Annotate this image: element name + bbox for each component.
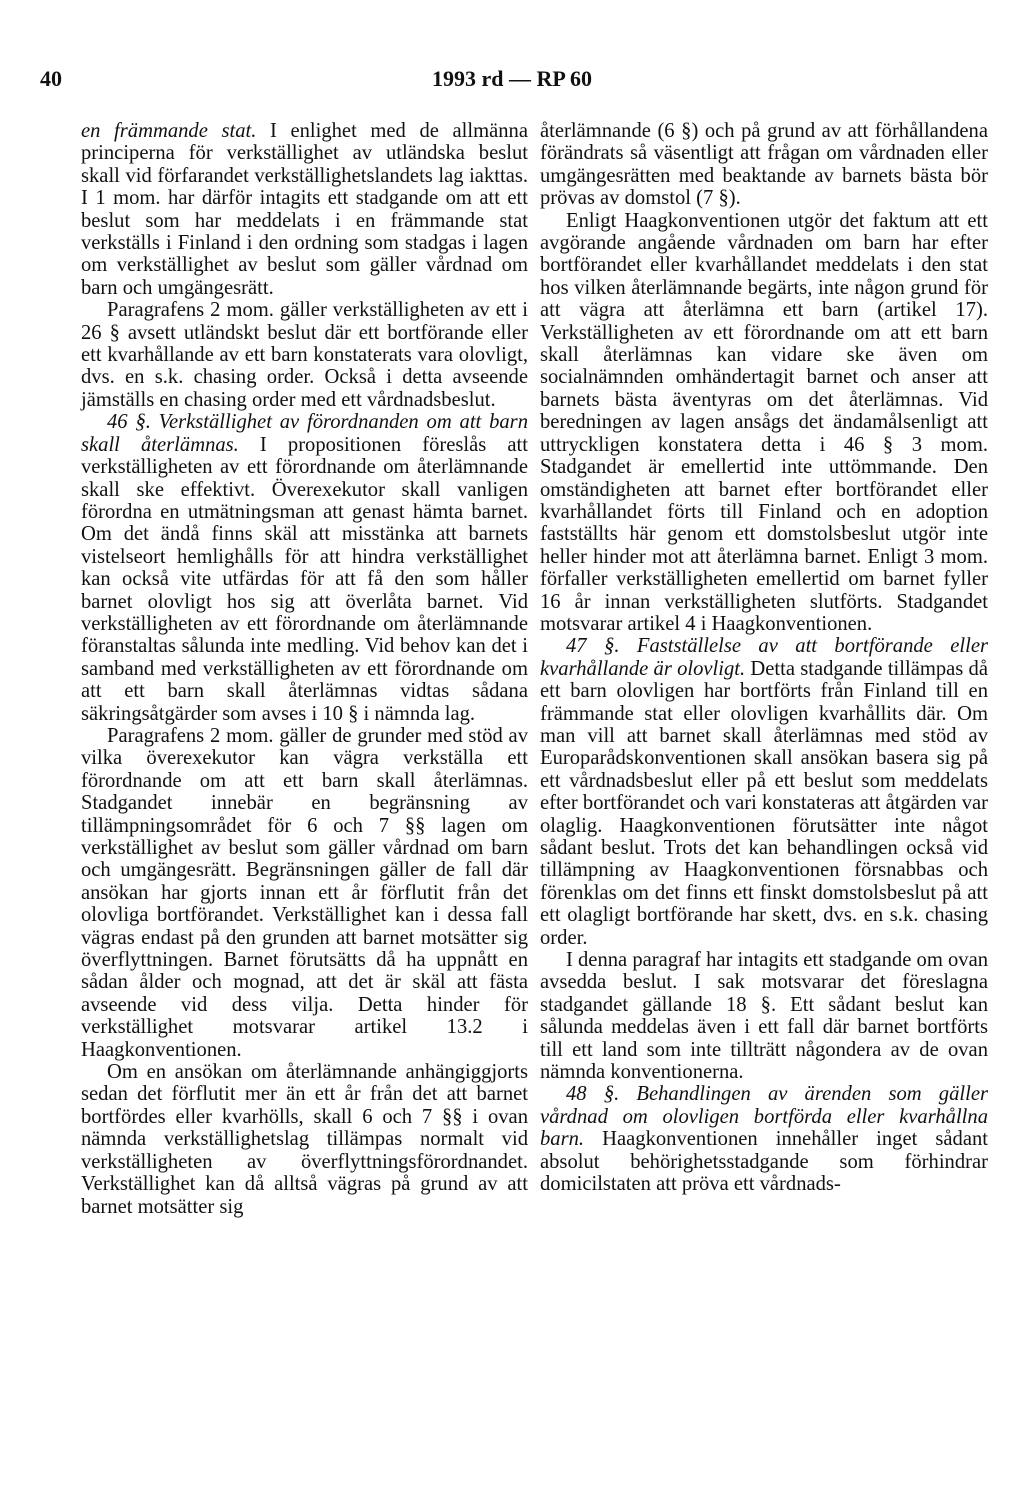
paragraph: Paragrafens 2 mom. gäller verkställigheten av ett i 26 § avsett utländskt beslut där ett bortförande eller ett kvarhållande av ett barn konstaterats vara olovligt, dvs. en s.k. chasing order. Också i detta avseende jämställs en chasing order med ett vårdnadsbeslut. bbox=[81, 299, 528, 411]
paragraph-text: Haagkonventionen innehåller inget sådant absolut behörighetsstadgande som förhindrar domicilstaten att pröva ett vårdnads- bbox=[540, 1128, 988, 1196]
left-column bbox=[81, 120, 528, 1218]
paragraph-text: I propositionen föreslås att verkställigheten av ett förordnande om återlämnande skall ske effektivt. Överexekutor skall vanligen förordna en utmätningsman att genast hämta barnet. Om det ändå finns skäl att misstänka att barnets vistelseort hemlighålls för att hindra verkställighet kan också vite utfärdas för att få den som håller barnet olovligt hos sig att överlåta barnet. Vid verkställigheten av ett förordnande om återlämnande föranstaltas sålunda inte medling. Vid behov kan det i samband med verkställigheten av ett förordnande om att ett barn skall återlämnas vidtas sådana säkringsåtgärder som avses i 10 § i nämnda lag. bbox=[81, 433, 528, 725]
section-heading-48: 48 §. Behandlingen av ärenden som gäller vårdnad om olovligen bortförda eller kvarhållna barn. bbox=[540, 1083, 988, 1151]
section-heading-47: 47 §. Fastställelse av att bortförande eller kvarhållande är olovligt. bbox=[540, 635, 988, 680]
paragraph-text: Detta stadgande tillämpas då ett barn olovligen har bortförts från Finland till en främmande stat eller olovligen kvarhållits där. Om man vill att barnet skall återlämnas med stöd av Europarådskonventionen skall ansökan basera sig på ett vårdnadsbeslut eller på ett beslut som meddelats efter bortförandet och vari konstateras att åtgärden var olaglig. Haagkonventionen förutsätter inte något sådant beslut. Trots det kan behandlingen också vid tillämpning av Haagkonventionen försnabbas och förenklas om det finns ett finskt domstolsbeslut på att ett olagligt bortförande har skett, dvs. en s.k. chasing order. bbox=[540, 657, 988, 949]
page-number: 40 bbox=[40, 66, 62, 91]
section-heading-46: 46 §. Verkställighet av förordnanden om att barn skall återlämnas. bbox=[81, 411, 528, 456]
paragraph-text: I enlighet med de allmänna principerna för verkställighet av utländska beslut skall vid förfarandet verkställighetslandets lag iakttas. I 1 mom. har därför intagits ett stadgande om att ett beslut som har meddelats i en främmande stat verkställs i Finland i den ordning som stadgas i lagen om verkställighet av beslut som gäller vårdnad om barn och umgängesrätt. bbox=[81, 120, 528, 299]
paragraph: Enligt Haagkonventionen utgör det faktum att ett avgörande angående vårdnaden om barn har efter bortförandet eller kvarhållandet meddelats i den stat hos vilken återlämnande begärts, inte någon grund för att vägra att återlämna ett barn (artikel 17). Verkställigheten av ett förordnande om att ett barn skall återlämnas kan vidare ske även om socialnämnden omhändertagit barnet och anser att barnets bästa äventyras om det återlämnas. Vid beredningen av lagen ansågs det ändamålsenligt att uttryckligen konstatera detta i 46 § 3 mom. Stadgandet är emellertid inte uttömmande. Den omständigheten att barnet efter bortförandet eller kvarhållandet förts till Finland och en adoption fastställts här genom ett domstolsbeslut utgör inte heller hinder mot att återlämna barnet. Enligt 3 mom. förfaller verkställigheten emellertid om barnet fyller 16 år innan verkställigheten slutförts. Stadgandet motsvarar artikel 4 i Haagkonventionen. bbox=[540, 209, 988, 635]
right-column bbox=[540, 120, 988, 1196]
section-paragraph-47 bbox=[540, 635, 988, 949]
paragraph: I denna paragraf har intagits ett stadgande om ovan avsedda beslut. I sak motsvarar det föreslagna stadgandet gällande 18 §. Ett sådant beslut kan sålunda meddelas även i ett fall där barnet bortförts till ett land som inte tillträtt någondera av de ovan nämnda konventionerna. bbox=[540, 949, 989, 1084]
paragraph: Om en ansökan om återlämnande anhängiggjorts sedan det förflutit mer än ett år från det att barnet bortfördes eller kvarhölls, skall 6 och 7 §§ i ovan nämnda verkställighetslag tillämpas normalt vid verkställigheten av överflyttningsförordnandet. Verkställighet kan då alltså vägras på grund av att barnet motsätter sig bbox=[81, 1061, 528, 1218]
paragraph: återlämnande (6 §) och på grund av att förhållandena förändrats så väsentligt att frågan om vårdnaden eller umgängesrätten med beaktande av barnets bästa bör prövas av domstol (7 §). bbox=[540, 120, 988, 210]
italic-lead: en främmande stat. bbox=[81, 120, 257, 142]
paragraph: Paragrafens 2 mom. gäller de grunder med stöd av vilka överexekutor kan vägra verkställa ett förordnande om att ett barn skall återlämnas. Stadgandet innebär en begränsning av tillämpningsområdet för 6 och 7 §§ lagen om verkställighet av beslut som gäller vårdnad om barn och umgängesrätt. Begränsningen gäller de fall där ansökan har gjorts innan ett år förflutit från det olovliga bortförandet. Verkställighet kan i dessa fall vägras endast på den grunden att barnet motsätter sig överflyttningen. Barnet förutsätts då ha uppnått en sådan ålder och mognad, att det är skäl att fästa avseende vid dess vilja. Detta hinder för verkställighet motsvarar artikel 13.2 i Haagkonventionen. bbox=[81, 724, 528, 1061]
section-paragraph-48 bbox=[540, 1083, 988, 1195]
paragraph bbox=[81, 120, 528, 299]
running-title: 1993 rd — RP 60 bbox=[431, 66, 593, 91]
page-header bbox=[40, 66, 984, 102]
section-paragraph-46 bbox=[81, 411, 528, 725]
